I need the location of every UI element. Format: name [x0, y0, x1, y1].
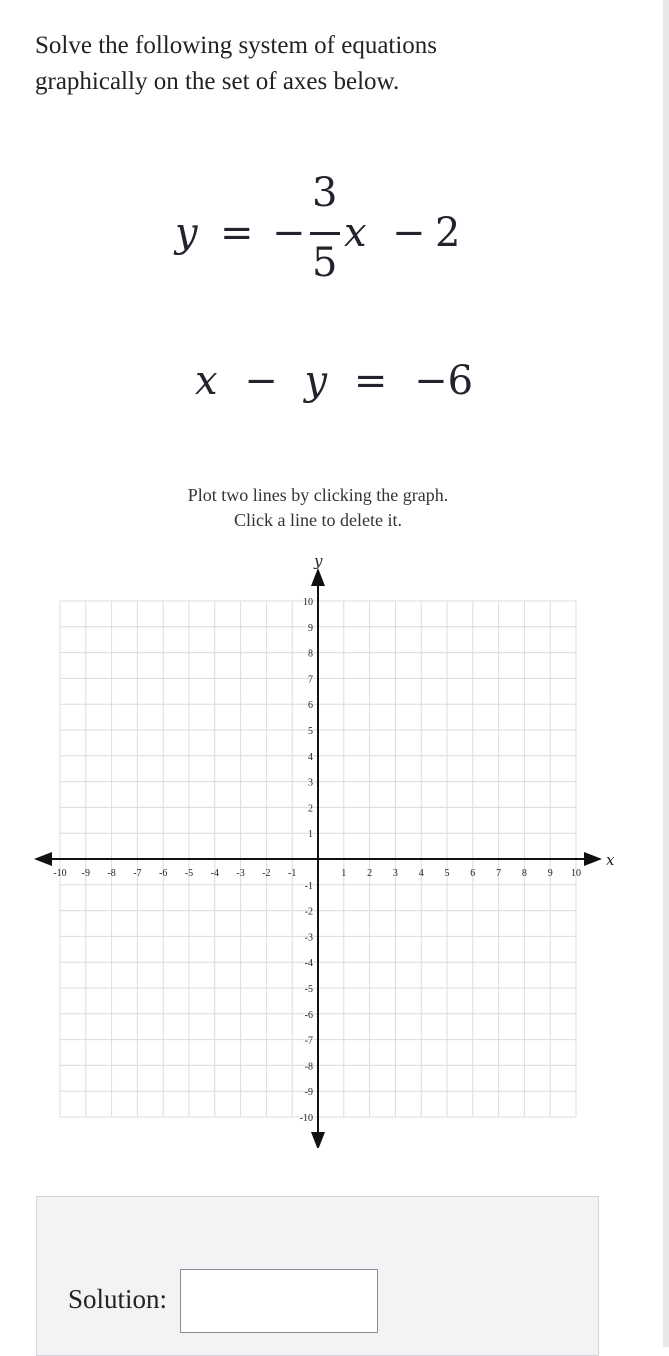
y-tick-label: -5	[304, 984, 313, 995]
x-tick-label: -9	[81, 868, 90, 879]
y-tick-label: 1	[308, 829, 313, 841]
x-tick-label: -10	[53, 868, 67, 879]
y-tick-label: -4	[304, 958, 313, 970]
equation-1	[170, 170, 490, 290]
eq1-op: −	[392, 210, 426, 256]
x-tick-label: 2	[367, 868, 373, 879]
x-tick-label: 5	[444, 868, 450, 879]
x-tick-label: -6	[159, 868, 168, 879]
y-tick-label: -8	[304, 1061, 313, 1073]
prompt-line-1: Solve the following system of equations	[35, 32, 438, 59]
y-tick-label: 10	[303, 597, 313, 608]
x-axis-arrow-left-icon	[34, 852, 52, 866]
solution-input[interactable]	[180, 1269, 378, 1333]
x-tick-label: 7	[496, 868, 502, 879]
coordinate-graph[interactable]	[30, 558, 620, 1148]
x-tick-label: -5	[184, 868, 194, 879]
eq1-fraction-bar	[310, 232, 340, 235]
y-tick-label: -6	[304, 1009, 313, 1021]
eq1-equals: =	[220, 210, 254, 256]
y-tick-label: -3	[304, 932, 313, 944]
eq1-var-x: x	[344, 210, 367, 256]
y-tick-label: 4	[308, 751, 313, 763]
instruction-line-1: Plot two lines by clicking the graph.	[187, 485, 449, 505]
y-tick-label: -1	[304, 880, 313, 892]
prompt-line-2: graphically on the set of axes below.	[35, 68, 400, 95]
y-axis-arrow-up-icon	[311, 568, 325, 586]
eq2-equals: =	[353, 358, 388, 404]
eq1-sign: −	[272, 210, 306, 256]
x-tick-label: 9	[547, 868, 553, 879]
y-tick-label: -9	[304, 1087, 313, 1099]
x-tick-label: 4	[418, 868, 424, 879]
x-tick-label: -1	[288, 868, 297, 879]
x-tick-label: 3	[392, 868, 398, 879]
y-tick-label: 2	[308, 803, 313, 815]
solution-panel	[36, 1196, 599, 1356]
equation-2	[195, 358, 495, 404]
eq2-rhs: −6	[414, 358, 474, 404]
eq2-x: x	[195, 358, 218, 404]
x-tick-label: 8	[521, 868, 527, 879]
page-scrollbar[interactable]	[663, 0, 669, 1347]
y-axis-label: y	[314, 558, 323, 570]
x-tick-label: -3	[236, 868, 245, 879]
y-tick-label: 3	[308, 777, 313, 789]
y-tick-label: -7	[304, 1035, 313, 1047]
y-tick-label: -2	[304, 906, 313, 918]
eq1-lhs: y	[175, 210, 198, 256]
eq2-op: −	[244, 358, 278, 404]
x-tick-label: -8	[107, 868, 116, 879]
eq1-numerator: 3	[312, 170, 338, 216]
solution-label: Solution:	[68, 1284, 168, 1314]
x-tick-label: -2	[262, 868, 271, 879]
x-axis-label: x	[606, 851, 615, 869]
y-tick-label: 5	[308, 726, 313, 737]
question-prompt	[35, 28, 555, 100]
x-tick-label: -7	[133, 868, 142, 879]
y-tick-label: 7	[308, 674, 313, 686]
x-tick-label: 1	[341, 868, 347, 879]
instruction-line-2: Click a line to delete it.	[234, 510, 402, 530]
y-axis-arrow-down-icon	[311, 1132, 325, 1148]
x-tick-label: 10	[571, 868, 581, 879]
eq1-denominator: 5	[312, 240, 338, 286]
eq2-y: y	[304, 358, 328, 404]
x-axis-arrow-right-icon	[584, 852, 602, 866]
x-tick-label: 6	[470, 868, 476, 879]
y-tick-label: 9	[308, 622, 313, 634]
y-tick-label: -10	[299, 1113, 313, 1124]
y-tick-label: 6	[308, 700, 313, 712]
eq1-constant: 2	[435, 210, 461, 256]
x-tick-label: -4	[210, 868, 219, 879]
y-tick-label: 8	[308, 648, 313, 660]
